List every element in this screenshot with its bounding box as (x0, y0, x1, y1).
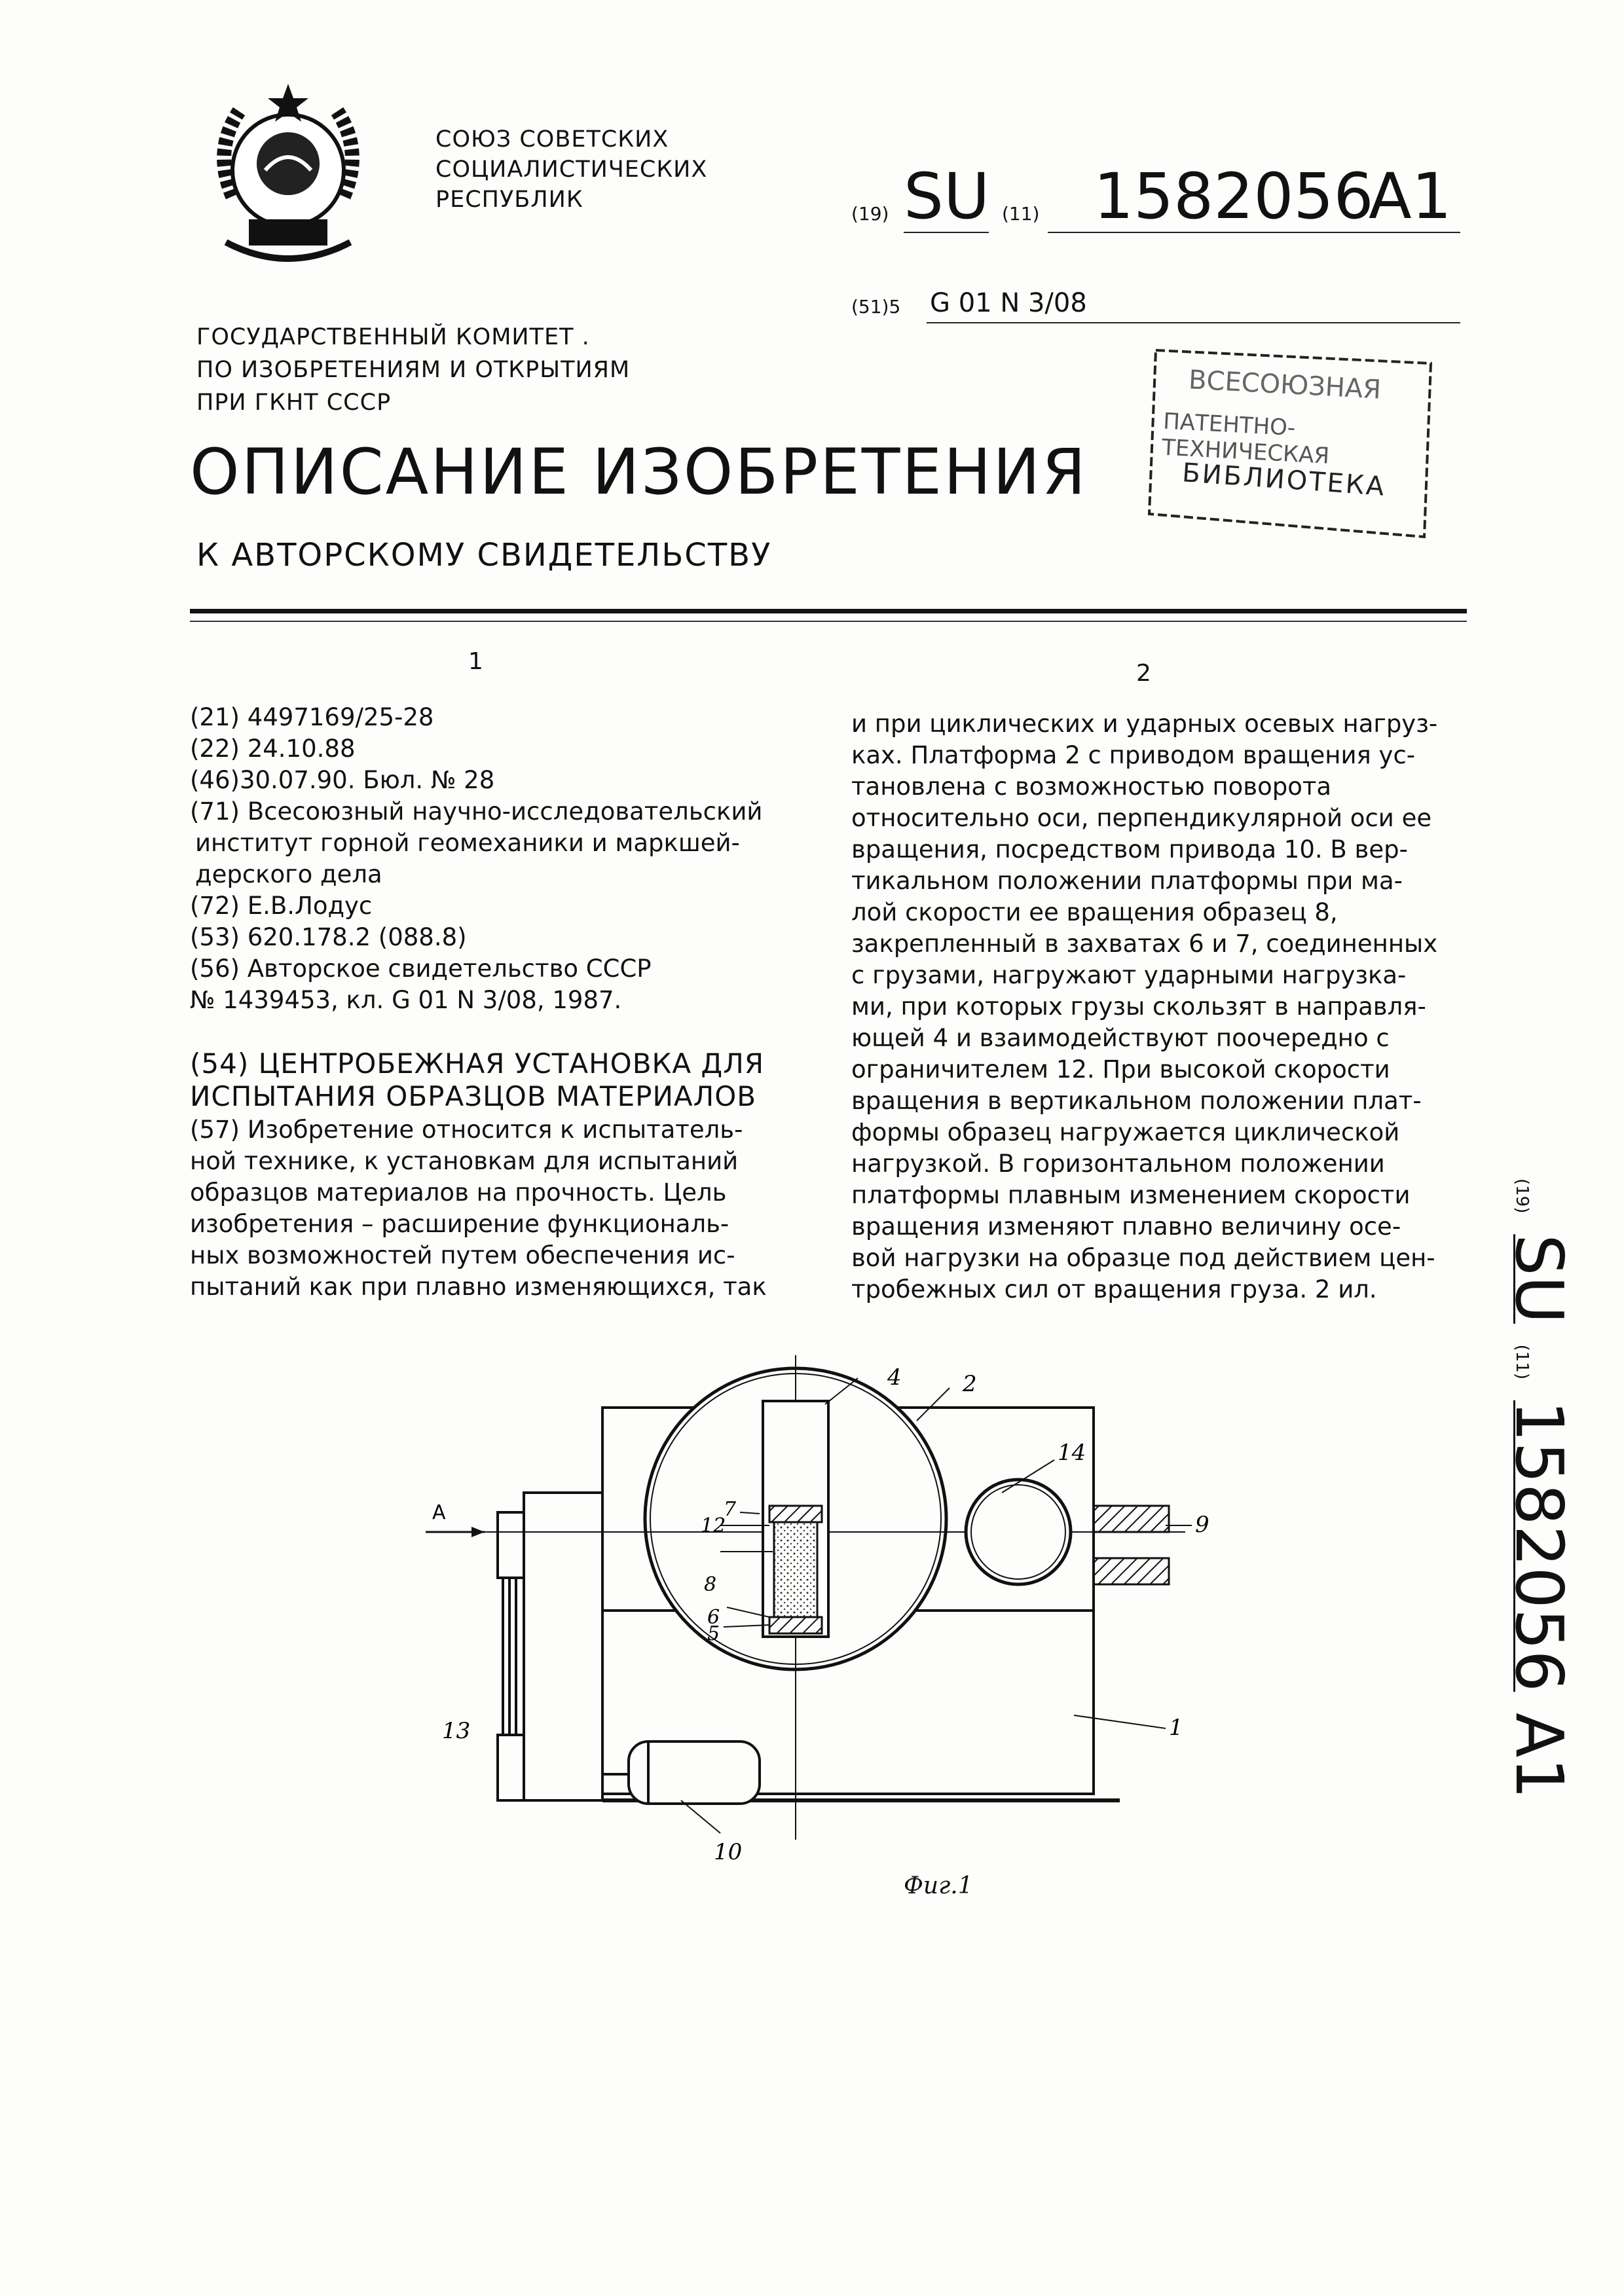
side-country-code: SU (1501, 1234, 1578, 1324)
ipc-line (851, 288, 1467, 327)
kind-code: A1 (1369, 160, 1452, 233)
abstract-right-line: ющей 4 и взаимодействуют поочередно с (851, 1024, 1390, 1052)
abstract-right-line: относительно оси, перпендикулярной оси ее (851, 804, 1432, 832)
rule-thick (190, 609, 1467, 613)
stamp-line-2: ПАТЕНТНО-ТЕХНИЧЕСКАЯ (1161, 408, 1331, 469)
grip-5 (769, 1617, 822, 1633)
code-11: (11) (1002, 203, 1040, 225)
abstract-right-line: лой скорости ее вращения образец 8, (851, 898, 1338, 926)
abstract-right-line: тановлена с возможностью поворота (851, 773, 1332, 801)
label-1: 1 (1169, 1715, 1183, 1741)
document-title: ОПИСАНИЕ ИЗОБРЕТЕНИЯ (190, 435, 1088, 509)
drive-housing (524, 1493, 602, 1800)
side-code-11: (11) (1512, 1344, 1532, 1380)
committee-line-2: ПО ИЗОБРЕТЕНИЯМ И ОТКРЫТИЯМ (196, 357, 631, 383)
invention-title-line-1: (54) ЦЕНТРОБЕЖНАЯ УСТАНОВКА ДЛЯ (190, 1048, 765, 1080)
chain-13 (498, 1512, 524, 1800)
invention-title (190, 1048, 792, 1113)
label-12: 12 (701, 1514, 726, 1537)
biblio-72: (72) Е.В.Лодус (190, 892, 373, 920)
abstract-right-line: с грузами, нагружают ударными нагрузка- (851, 961, 1407, 989)
abstract-right-line: формы образец нагружается циклической (851, 1118, 1400, 1146)
ipc-class: G 01 N 3/08 (930, 288, 1087, 318)
code-51: (51)5 (851, 296, 901, 318)
specimen-8 (774, 1522, 817, 1617)
side-publication-number (1467, 1178, 1585, 1820)
shaft-9 (1094, 1506, 1169, 1584)
biblio-71c: дерского дела (195, 860, 382, 888)
abstract-right-line: вращения, посредством привода 10. В вер- (851, 835, 1408, 864)
abstract-right (851, 708, 1454, 1305)
document-subtitle: К АВТОРСКОМУ СВИДЕТЕЛЬСТВУ (196, 537, 772, 574)
abstract-right-line: вращения в вертикальном положении плат- (851, 1087, 1422, 1115)
abstract-left-line: изобретения – расширение функциональ- (190, 1210, 729, 1238)
patent-number: 1582056 (1094, 160, 1374, 233)
rule-thin (190, 621, 1467, 622)
country-line-3: РЕСПУБЛИК (435, 187, 583, 213)
label-7: 7 (724, 1498, 737, 1521)
committee-line-3: ПРИ ГКНТ СССР (196, 390, 392, 416)
abstract-right-line: платформы плавным изменением скорости (851, 1181, 1411, 1209)
label-10: 10 (714, 1839, 743, 1865)
abstract-right-line: вой нагрузки на образце под действием цен- (851, 1244, 1435, 1272)
abstract-left (190, 1114, 792, 1303)
label-14: 14 (1058, 1440, 1086, 1466)
abstract-left-line: образцов материалов на прочность. Цель (190, 1178, 727, 1207)
abstract-right-line: нагрузкой. В горизонтальном положении (851, 1150, 1385, 1178)
biblio-22: (22) 24.10.88 (190, 735, 356, 763)
biblio-56a: (56) Авторское свидетельство СССР (190, 955, 652, 983)
committee-block (196, 321, 630, 419)
label-8: 8 (704, 1573, 717, 1596)
grip-7 (769, 1506, 822, 1522)
column-number-left: 1 (468, 648, 483, 675)
abstract-left-line: пытаний как при плавно изменяющихся, так (190, 1273, 767, 1301)
load-14 (966, 1480, 1071, 1584)
abstract-left-line: (57) Изобретение относится к испытатель- (190, 1116, 743, 1144)
abstract-right-line: ках. Платформа 2 с приводом вращения ус- (851, 741, 1416, 769)
label-a: А (432, 1501, 446, 1524)
publication-number-line (851, 160, 1467, 236)
abstract-left-line: ной технике, к установкам для испытаний (190, 1147, 739, 1175)
stamp-line-1: ВСЕСОЮЗНАЯ (1187, 365, 1382, 405)
abstract-right-line: ограничителем 12. При высокой скорости (851, 1055, 1390, 1084)
committee-line-1: ГОСУДАРСТВЕННЫЙ КОМИТЕТ . (196, 324, 590, 350)
stamp-line-3: БИБЛИОТЕКА (1181, 458, 1387, 502)
biblio-71b: институт горной геомеханики и маркшей- (195, 829, 740, 857)
biblio-71a: (71) Всесоюзный научно-исследовательский (190, 797, 763, 826)
abstract-right-line: закрепленный в захватах 6 и 7, соединенных (851, 930, 1438, 958)
abstract-right-line: и при циклических и ударных осевых нагруз- (851, 710, 1438, 738)
biblio-21: (21) 4497169/25-28 (190, 703, 434, 731)
label-9: 9 (1195, 1512, 1209, 1538)
label-13: 13 (442, 1718, 471, 1744)
biblio-56b: № 1439453, кл. G 01 N 3/08, 1987. (190, 986, 622, 1014)
label-2: 2 (963, 1371, 977, 1397)
country-line-1: СОЮЗ СОВЕТСКИХ (435, 126, 669, 153)
figure-1-drawing (406, 1342, 1270, 1886)
ussr-emblem (187, 72, 390, 275)
country-code: SU (904, 160, 990, 233)
bibliographic-data (190, 702, 792, 1016)
label-4: 4 (887, 1364, 902, 1391)
biblio-53: (53) 620.178.2 (088.8) (190, 923, 467, 951)
biblio-46: (46)30.07.90. Бюл. № 28 (190, 766, 495, 794)
label-5: 5 (707, 1622, 720, 1645)
side-code-19: (19) (1512, 1178, 1532, 1214)
label-6: 6 (707, 1606, 720, 1629)
figure-caption: Фиг.1 (904, 1872, 973, 1899)
invention-title-line-2: ИСПЫТАНИЯ ОБРАЗЦОВ МАТЕРИАЛОВ (190, 1080, 757, 1112)
abstract-right-line: ми, при которых грузы скользят в направля- (851, 993, 1426, 1021)
abstract-left-line: ных возможностей путем обеспечения ис- (190, 1241, 735, 1269)
code-19: (19) (851, 203, 889, 225)
country-line-2: СОЦИАЛИСТИЧЕСКИХ (435, 156, 708, 183)
library-stamp (1143, 344, 1450, 540)
country-block (435, 124, 707, 215)
abstract-right-line: тробежных сил от вращения груза. 2 ил. (851, 1275, 1377, 1303)
abstract-right-line: вращения изменяют плавно величину осе- (851, 1212, 1401, 1241)
side-kind-code: A1 (1501, 1712, 1578, 1800)
column-number-right: 2 (1136, 660, 1151, 687)
abstract-right-line: тикальном положении платформы при ма- (851, 867, 1403, 895)
side-patent-number: 1582056 (1501, 1400, 1578, 1692)
